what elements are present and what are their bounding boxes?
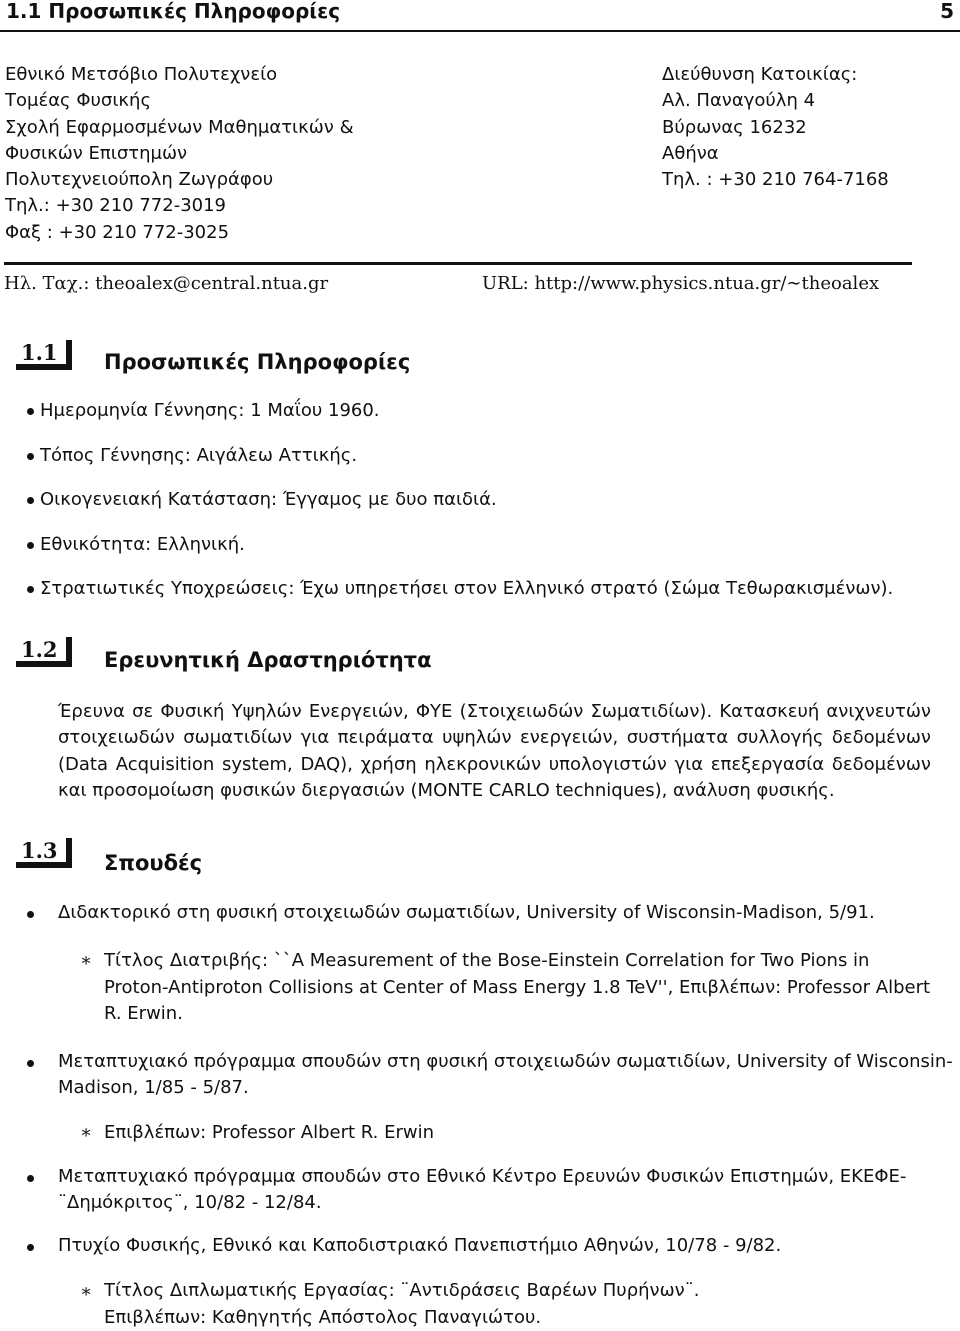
page-number: 5: [940, 0, 954, 23]
address-line: Πολυτεχνειούπολη Ζωγράφου: [5, 169, 274, 191]
asterisk-icon: ∗: [80, 1122, 93, 1143]
address-line: Βύρωνας 16232: [662, 116, 807, 138]
section-number: 1.1: [16, 340, 72, 370]
section-title: Ερευνητική Δραστηριότητα: [104, 648, 432, 672]
list-item: Εθνικότητα: Ελληνική.: [40, 534, 245, 555]
home-address: [662, 62, 889, 193]
address-line: Τηλ.: +30 210 772-3019: [5, 195, 227, 217]
thesis-details: Τίτλος Διατριβής: ``A Measurement of the Bose-Einstein Correlation for Two Pions in Proton-Antiproton Collisions at Center of Mass Energy 1.8 TeV'', Επιβλέπων: Professor Albert R. Erwin.: [104, 950, 931, 1024]
address-line: Αλ. Παναγούλη 4: [662, 90, 816, 112]
diploma-details: Τίτλος Διπλωματικής Εργασίας: ¨Αντιδράσεις Βαρέων Πυρήνων¨. Επιβλέπων: Καθηγητής Απόστολος Παναγιώτου.: [104, 1280, 700, 1328]
bullet-icon: [27, 586, 34, 593]
list-item: Μεταπτυχιακό πρόγραμμα σπουδών στη φυσική στοιχειωδών σωματιδίων, University of Wisconsin-Madison, 1/85 - 5/87.: [58, 1051, 953, 1099]
asterisk-icon: ∗: [80, 950, 93, 971]
address-line: Διεύθυνση Κατοικίας:: [662, 64, 858, 85]
list-item: Διδακτορικό στη φυσική στοιχειωδών σωματιδίων, University of Wisconsin-Madison, 5/91.: [58, 902, 875, 923]
address-line: Σχολή Εφαρμοσμένων Μαθηματικών &: [5, 116, 354, 138]
bullet-icon: [27, 1244, 34, 1251]
list-item: Τόπος Γέννησης: Αιγάλεω Αττικής.: [40, 445, 358, 466]
address-line: Φυσικών Επιστημών: [5, 142, 188, 164]
bullet-icon: [27, 453, 34, 460]
section-number: 1.3: [16, 838, 72, 868]
list-item: Στρατιωτικές Υποχρεώσεις: Έχω υπηρετήσει στον Ελληνικό στρατό (Σώμα Τεθωρακισμένων).: [40, 578, 894, 599]
section-title: Προσωπικές Πληροφορίες: [104, 350, 411, 374]
address-line: Τομέας Φυσικής: [5, 90, 152, 112]
running-title: 1.1 Προσωπικές Πληροφορίες: [6, 0, 341, 23]
institution-address: [5, 62, 354, 246]
list-item: Μεταπτυχιακό πρόγραμμα σπουδών στο Εθνικό Κέντρο Ερευνών Φυσικών Επιστημών, ΕΚΕΦΕ-¨Δημόκριτος¨, 10/82 - 12/84.: [58, 1166, 907, 1214]
asterisk-icon: ∗: [80, 1281, 93, 1302]
bullet-icon: [27, 1175, 34, 1182]
research-paragraph: Έρευνα σε Φυσική Υψηλών Ενεργειών, ΦΥΕ (Στοιχειωδών Σωματιδίων). Κατασκευή ανιχνευτών στοιχειωδών σωματιδίων για πειράματα υψηλών ενεργειών, συστήματα συλλογής δεδομένων (Data Acquisition system, DAQ), χρήση ηλεκρονικών υπολογιστών για επεξεργασία δεδομένων και προσομοίωση φυσικών διεργασιών (MONTE CARLO techniques), ανάλυση φυσικής.: [58, 701, 931, 801]
email-text: Ηλ. Ταχ.: theoalex@central.ntua.gr: [4, 273, 329, 294]
url-text: URL: http://www.physics.ntua.gr/∼theoalex: [482, 273, 880, 294]
list-item: Ημερομηνία Γέννησης: 1 Μαΐου 1960.: [40, 400, 380, 421]
address-line: Φαξ : +30 210 772-3025: [5, 221, 230, 243]
bullet-icon: [27, 1060, 34, 1067]
supervisor-details: Επιβλέπων: Professor Albert R. Erwin: [104, 1122, 434, 1143]
bullet-icon: [27, 408, 34, 415]
bullet-icon: [27, 911, 34, 918]
address-line: Εθνικό Μετσόβιο Πολυτεχνείο: [5, 64, 278, 85]
list-item: Πτυχίο Φυσικής, Εθνικό και Καποδιστριακό Πανεπιστήμιο Αθηνών, 10/78 - 9/82.: [58, 1235, 782, 1256]
header-rule: [0, 30, 960, 32]
section-number: 1.2: [16, 637, 72, 667]
bullet-icon: [27, 497, 34, 504]
contact-rule: [4, 262, 912, 265]
address-line: Αθήνα: [662, 142, 719, 164]
bullet-icon: [27, 542, 34, 549]
list-item: Οικογενειακή Κατάσταση: Έγγαμος με δυο παιδιά.: [40, 489, 497, 510]
section-title: Σπουδές: [104, 851, 203, 875]
address-line: Τηλ. : +30 210 764-7168: [662, 169, 889, 191]
